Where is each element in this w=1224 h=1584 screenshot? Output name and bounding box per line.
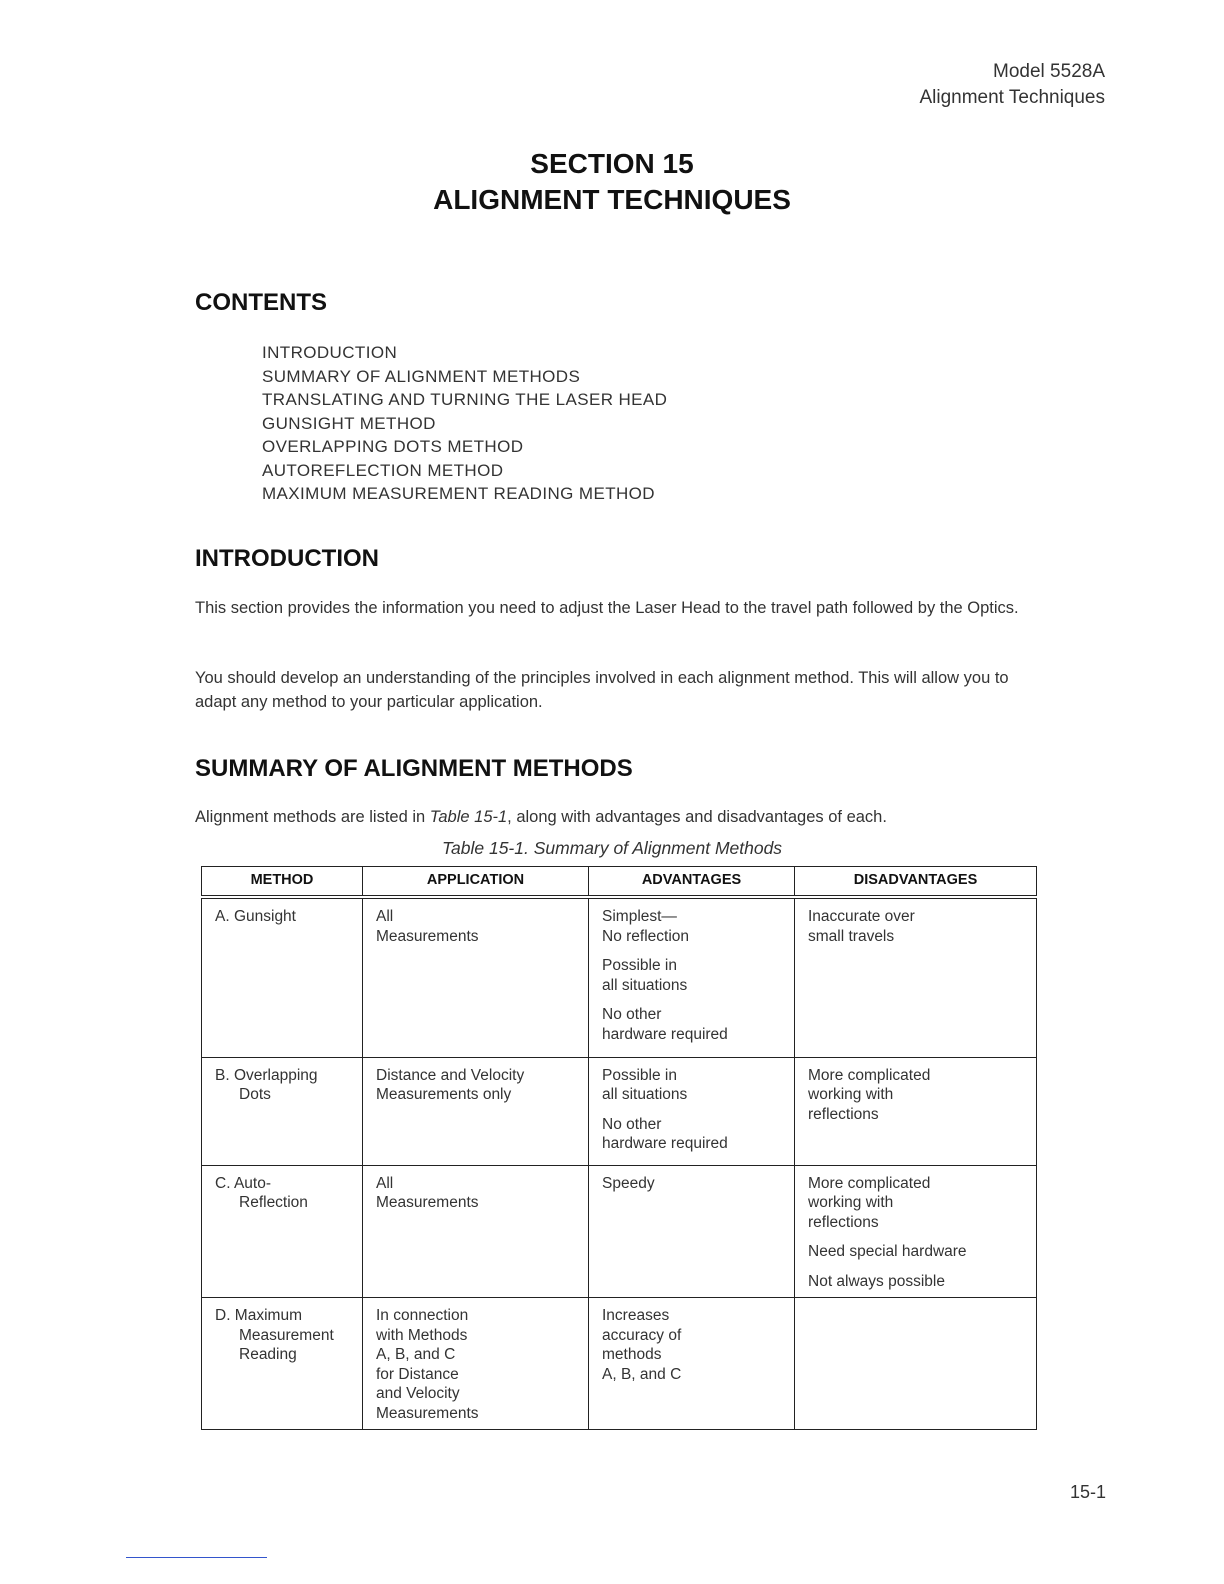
running-header	[919, 59, 1105, 111]
application-line: A, B, and C	[376, 1346, 456, 1363]
disadvantage-item	[808, 1242, 1024, 1262]
section-name: ALIGNMENT TECHNIQUES	[433, 184, 791, 215]
disadvantage-line: Need special hardware	[808, 1243, 967, 1260]
header-application: APPLICATION	[363, 867, 589, 898]
method-name-continued: Dots	[239, 1086, 271, 1103]
advantage-line: No other	[602, 1006, 662, 1023]
disadvantage-line: reflections	[808, 1213, 879, 1231]
disadvantage-line: working with	[808, 1086, 894, 1103]
contents-item: TRANSLATING AND TURNING THE LASER HEAD	[262, 390, 668, 409]
application-cell	[363, 897, 589, 1057]
advantage-line: Speedy	[602, 1174, 655, 1192]
contents-item: OVERLAPPING DOTS METHOD	[262, 437, 524, 456]
header-subject: Alignment Techniques	[919, 87, 1105, 108]
application-line: In connection	[376, 1307, 469, 1324]
header-advantages: ADVANTAGES	[589, 867, 795, 898]
advantages-cell	[589, 1057, 795, 1165]
introduction-paragraph-1: This section provides the information you need to adjust the Laser Head to the travel path followed by the Optics.	[195, 599, 1019, 617]
table-reference: Table 15-1	[429, 808, 508, 826]
table-row	[202, 1165, 1037, 1298]
introduction-paragraph-2: You should develop an understanding of the principles involved in each alignment method. This will allow you to adapt any method to your particular application.	[195, 669, 1009, 711]
application-line: All	[376, 908, 394, 925]
disadvantage-line: Inaccurate over	[808, 908, 915, 925]
footer-rule	[126, 1557, 267, 1558]
header-method: METHOD	[202, 867, 363, 898]
contents-item: SUMMARY OF ALIGNMENT METHODS	[262, 366, 581, 386]
disadvantage-item	[808, 907, 1024, 946]
method-cell	[202, 1057, 363, 1165]
contents-item: AUTOREFLECTION METHOD	[262, 460, 504, 480]
method-cell	[202, 1298, 363, 1430]
advantage-line: Increases	[602, 1307, 670, 1324]
advantage-line: Possible in	[602, 1066, 677, 1084]
contents-heading: CONTENTS	[195, 289, 327, 316]
method-name: B. Overlapping	[215, 1066, 318, 1084]
method-name: A. Gunsight	[215, 908, 296, 925]
disadvantage-line: small travels	[808, 927, 895, 945]
application-line: All	[376, 1174, 394, 1192]
advantage-item	[602, 1174, 782, 1194]
disadvantage-line: working with	[808, 1194, 894, 1211]
advantage-line: No reflection	[602, 927, 690, 945]
contents-list	[262, 341, 667, 506]
advantage-line: A, B, and C	[602, 1365, 682, 1383]
disadvantage-item	[808, 1066, 1024, 1125]
application-line: with Methods	[376, 1326, 468, 1344]
table-row	[202, 1298, 1037, 1430]
application-cell	[363, 1057, 589, 1165]
method-name: C. Auto-	[215, 1174, 271, 1192]
advantage-item	[602, 956, 782, 995]
disadvantage-line: More complicated	[808, 1174, 931, 1192]
advantage-line: all situations	[602, 976, 688, 994]
advantage-item	[602, 1066, 782, 1105]
application-line: Measurements	[376, 927, 479, 945]
advantages-cell	[589, 897, 795, 1057]
method-name-continued: Measurement	[239, 1326, 334, 1344]
advantage-line: hardware required	[602, 1025, 728, 1043]
advantage-line: all situations	[602, 1086, 688, 1103]
section-title	[0, 146, 1224, 218]
disadvantages-cell	[795, 1165, 1037, 1298]
contents-item: GUNSIGHT METHOD	[262, 413, 436, 433]
section-number: SECTION 15	[530, 148, 694, 179]
advantage-line: No other	[602, 1115, 662, 1133]
method-name-continued: Reading	[239, 1346, 297, 1363]
advantage-line: Simplest—	[602, 908, 677, 925]
advantage-line: Possible in	[602, 957, 677, 974]
advantage-line: hardware required	[602, 1135, 728, 1152]
disadvantage-line: More complicated	[808, 1066, 931, 1084]
method-name: D. Maximum	[215, 1307, 302, 1324]
summary-intro	[195, 805, 1035, 829]
method-cell	[202, 1165, 363, 1298]
contents-item: MAXIMUM MEASUREMENT READING METHOD	[262, 484, 655, 503]
advantage-item	[602, 1005, 782, 1044]
table-row	[202, 897, 1037, 1057]
summary-intro-text: Alignment methods are listed in	[195, 808, 430, 826]
advantage-item	[602, 907, 782, 946]
disadvantages-cell	[795, 897, 1037, 1057]
header-model: Model 5528A	[993, 61, 1105, 82]
summary-heading: SUMMARY OF ALIGNMENT METHODS	[195, 755, 633, 782]
disadvantages-cell	[795, 1298, 1037, 1430]
application-line: and Velocity	[376, 1385, 460, 1402]
table-header-row	[202, 867, 1037, 898]
application-line: Distance and Velocity	[376, 1066, 525, 1084]
disadvantage-line: reflections	[808, 1105, 879, 1123]
disadvantage-item	[808, 1272, 1024, 1292]
application-line: Measurements	[376, 1404, 479, 1422]
application-line: for Distance	[376, 1365, 459, 1383]
summary-intro-text: , along with advantages and disadvantages of each.	[507, 808, 887, 826]
method-name-continued: Reflection	[239, 1194, 308, 1211]
table-row	[202, 1057, 1037, 1165]
disadvantage-line: Not always possible	[808, 1272, 945, 1290]
advantages-cell	[589, 1165, 795, 1298]
advantage-line: methods	[602, 1346, 662, 1363]
introduction-heading: INTRODUCTION	[195, 545, 379, 572]
advantage-item	[602, 1306, 782, 1384]
table-caption: Table 15-1. Summary of Alignment Methods	[441, 838, 783, 858]
application-line: Measurements	[376, 1194, 479, 1211]
method-cell	[202, 897, 363, 1057]
advantage-line: accuracy of	[602, 1326, 682, 1344]
application-line: Measurements only	[376, 1086, 512, 1103]
disadvantage-item	[808, 1174, 1024, 1233]
advantage-item	[602, 1115, 782, 1154]
disadvantages-cell	[795, 1057, 1037, 1165]
alignment-methods-table	[201, 866, 1037, 1430]
page-number: 15-1	[1069, 1482, 1106, 1502]
application-cell	[363, 1298, 589, 1430]
advantages-cell	[589, 1298, 795, 1430]
application-cell	[363, 1165, 589, 1298]
contents-item: INTRODUCTION	[262, 343, 398, 362]
header-disadvantages: DISADVANTAGES	[795, 867, 1037, 898]
